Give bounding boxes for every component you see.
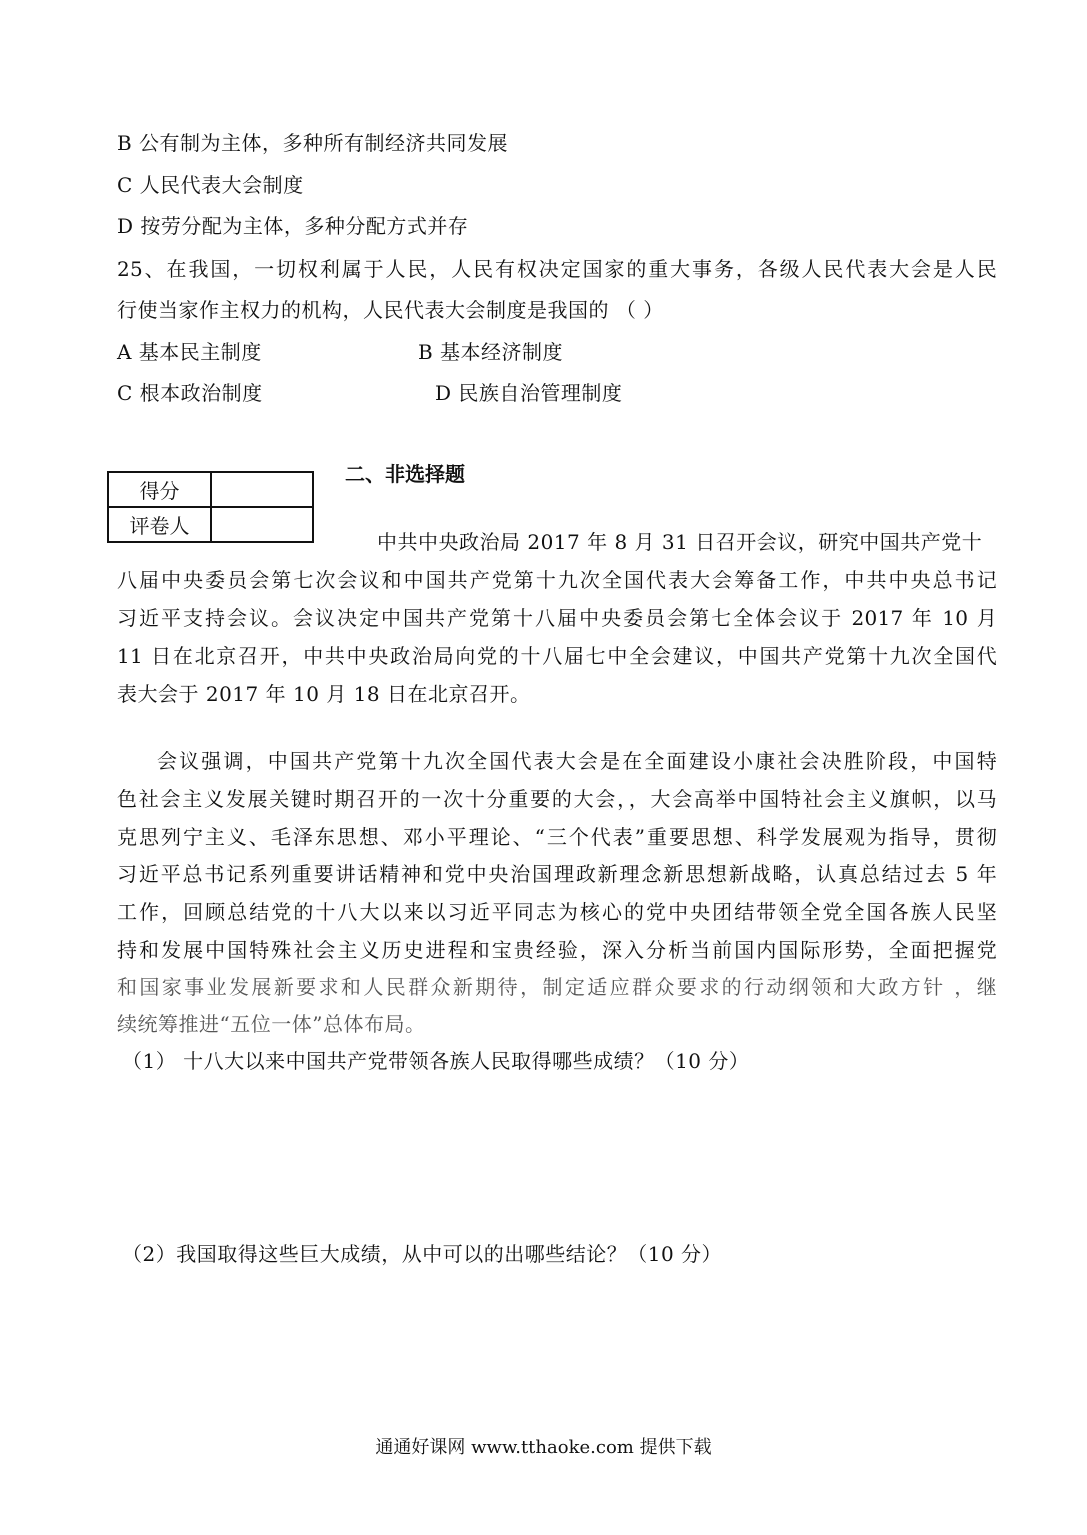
q25-option-c: C 根本政治制度 <box>117 381 263 405</box>
passage2-line: 续统筹推进“五位一体”总体布局。 <box>117 1012 426 1036</box>
q25-option-a: A 基本民主制度 <box>117 340 262 364</box>
passage1-line: 中共中央政治局 2017 年 8 月 31 日召开会议，研究中国共产党十 <box>377 530 983 554</box>
passage1-line: 八届中央委员会第七次会议和中国共产党第十九次全国代表大会筹备工作，中共中央总书记 <box>117 568 997 592</box>
passage1-line: 11 日在北京召开，中共中央政治局向党的十八届七中全会建议，中国共产党第十九次全国代 <box>117 644 997 668</box>
passage2-line: 会议强调，中国共产党第十九次全国代表大会是在全面建设小康社会决胜阶段，中国特 <box>157 749 997 773</box>
question-1: （1） 十八大以来中国共产党带领各族人民取得哪些成绩？（10 分） <box>122 1049 750 1073</box>
passage2-line: 克思列宁主义、毛泽东思想、邓小平理论、“三个代表”重要思想、科学发展观为指导，贯彻 <box>117 825 997 849</box>
score-input-area <box>211 472 313 507</box>
q25-option-b: B 基本经济制度 <box>418 340 564 364</box>
score-label: 得分 <box>108 472 211 507</box>
passage1-line: 表大会于 2017 年 10 月 18 日在北京召开。 <box>117 682 531 706</box>
passage2-line: 持和发展中国特殊社会主义历史进程和宝贵经验，深入分析当前国内国际形势，全面把握党 <box>117 938 997 962</box>
section-title: 二、非选择题 <box>345 462 465 486</box>
passage1-line: 习近平支持会议。会议决定中国共产党第十八届中央委员会第七全体会议于 2017 年 10 月 <box>117 606 997 630</box>
q25-option-d: D 民族自治管理制度 <box>435 381 623 405</box>
page-footer: 通通好课网 www.tthaoke.com 提供下载 <box>375 1437 712 1458</box>
q24-option-d: D 按劳分配为主体，多种分配方式并存 <box>117 214 469 238</box>
passage2-line: 工作，回顾总结党的十八大以来以习近平同志为核心的党中央团结带领全党全国各族人民坚 <box>117 900 997 924</box>
passage2-line: 和国家事业发展新要求和人民群众新期待，制定适应群众要求的行动纲领和大政方针 ，继 <box>117 975 997 999</box>
q24-option-c: C 人民代表大会制度 <box>117 173 304 197</box>
grader-input-area <box>211 507 313 542</box>
q25-stem-line1: 25、在我国，一切权利属于人民，人民有权决定国家的重大事务，各级人民代表大会是人民 <box>117 257 997 281</box>
passage2-line: 色社会主义发展关键时期召开的一次十分重要的大会，，大会高举中国特社会主义旗帜，以马 <box>117 787 997 811</box>
q25-stem-line2: 行使当家作主权力的机构，人民代表大会制度是我国的 （ ） <box>117 298 664 322</box>
question-2: （2）我国取得这些巨大成绩，从中可以的出哪些结论？（10 分） <box>122 1242 723 1266</box>
passage2-line: 习近平总书记系列重要讲话精神和党中央治国理政新理念新思想新战略，认真总结过去 5 年 <box>117 862 997 886</box>
score-box <box>107 471 314 543</box>
q24-option-b: B 公有制为主体，多种所有制经济共同发展 <box>117 131 509 155</box>
grader-label: 评卷人 <box>108 507 211 542</box>
